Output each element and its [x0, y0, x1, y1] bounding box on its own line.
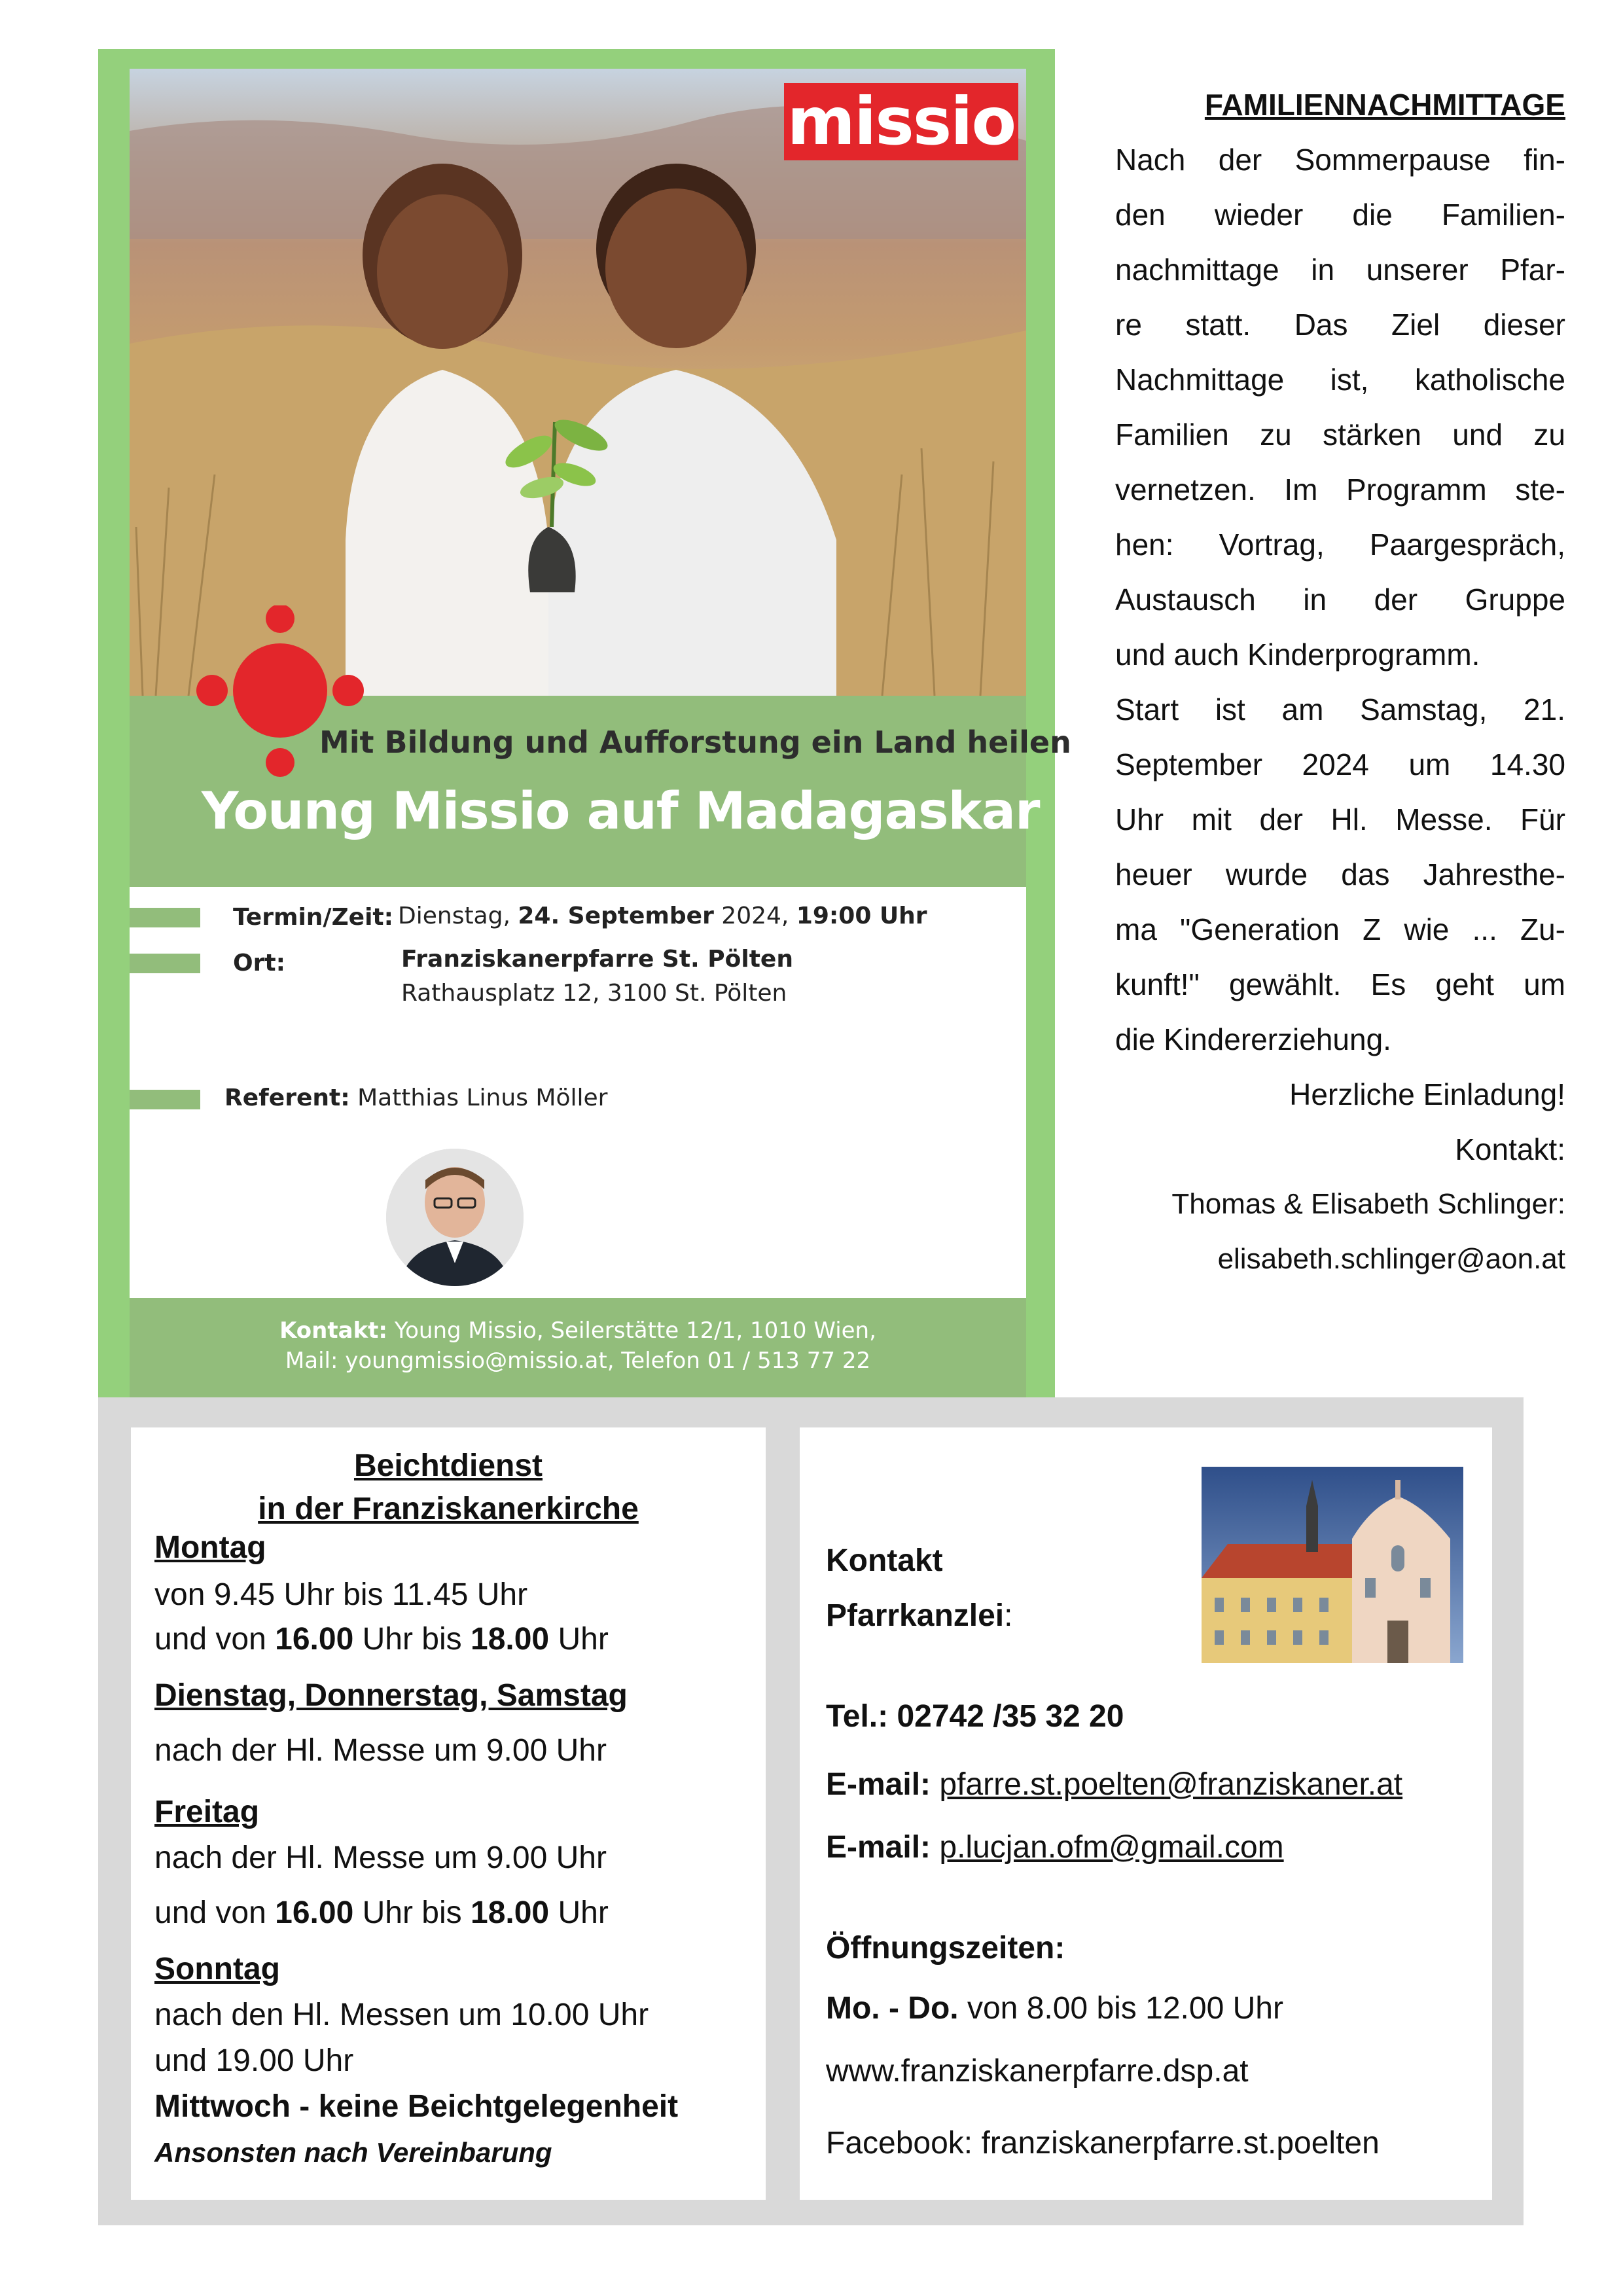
article-line: Start ist am Samstag, 21.: [1115, 692, 1565, 726]
poster-headline: Young Missio auf Madagaskar: [202, 782, 1040, 841]
email-link-2[interactable]: p.lucjan.ofm@gmail.com: [939, 1830, 1284, 1865]
day-heading-dienstag-donnerstag-samstag: Dienstag, Donnerstag, Samstag: [154, 1678, 628, 1713]
article-line: September 2024 um 14.30: [1115, 747, 1565, 781]
article-line: nachmittage in unserer Pfar-: [1115, 253, 1565, 287]
article-line: Nach der Sommerpause fin-: [1115, 143, 1565, 177]
ort-name: Franziskanerpfarre St. Pölten: [401, 946, 793, 973]
phone-number[interactable]: Tel.: 02742 /35 32 20: [826, 1699, 1124, 1734]
ort-label: Ort:: [233, 950, 285, 977]
article-line: re statt. Das Ziel dieser: [1115, 308, 1565, 342]
day-heading-freitag: Freitag: [154, 1795, 260, 1829]
schedule-line: und von 16.00 Uhr bis 18.00 Uhr: [154, 1622, 609, 1657]
pfarrkanzlei-box: [800, 1427, 1492, 2200]
email-line-1: E-mail: pfarre.st.poelten@franziskaner.at: [826, 1767, 1403, 1802]
termin-value: Dienstag, 24. September 2024, 19:00 Uhr: [398, 903, 927, 929]
appointment-note: Ansonsten nach Vereinbarung: [154, 2137, 552, 2168]
invitation-text: Herzliche Einladung!: [1289, 1077, 1565, 1111]
poster-contact-band: [130, 1298, 1026, 1397]
kontakt-heading: Kontakt: [826, 1543, 943, 1578]
church-photo: [1202, 1467, 1463, 1663]
opening-hours: Mo. - Do. von 8.00 bis 12.00 Uhr: [826, 1991, 1283, 2026]
article-line: den wieder die Familien-: [1115, 198, 1565, 232]
schedule-line: nach den Hl. Messen um 10.00 Uhr: [154, 1998, 649, 2032]
info-section: [98, 1397, 1524, 2225]
contact-label: Kontakt:: [1455, 1132, 1565, 1166]
poster-content: [130, 69, 1071, 1397]
article-line: und auch Kinderprogramm.: [1115, 637, 1480, 672]
missio-logo: missio: [784, 83, 1018, 160]
event-poster: [98, 49, 1071, 1397]
website[interactable]: www.franziskanerpfarre.dsp.at: [826, 2054, 1249, 2089]
article-title: FAMILIENNACHMITTAGE: [1204, 88, 1565, 122]
beichtdienst-title: Beichtdienst: [353, 1448, 543, 1483]
article-line: ma "Generation Z wie ... Zu-: [1115, 912, 1565, 946]
day-heading-sonntag: Sonntag: [154, 1952, 280, 1986]
article-line: vernetzen. Im Programm ste-: [1115, 473, 1565, 507]
termin-label: Termin/Zeit:: [233, 904, 394, 931]
familiennachmittage-article: [1115, 77, 1565, 1287]
schedule-line: nach der Hl. Messe um 9.00 Uhr: [154, 1733, 607, 1768]
article-line: kunft!" gewählt. Es geht um: [1115, 967, 1565, 1001]
email-link-1[interactable]: pfarre.st.poelten@franziskaner.at: [939, 1767, 1403, 1802]
day-heading-montag: Montag: [154, 1530, 266, 1565]
schedule-line: und 19.00 Uhr: [154, 2043, 354, 2078]
ort-address: Rathausplatz 12, 3100 St. Pölten: [401, 980, 787, 1007]
article-line: hen: Vortrag, Paargespräch,: [1115, 528, 1565, 562]
beichtdienst-subtitle: in der Franziskanerkirche: [258, 1492, 639, 1526]
article-line: Uhr mit der Hl. Messe. Für: [1115, 802, 1565, 836]
poster-contact-line-1: Kontakt: Young Missio, Seilerstätte 12/1, 1010 Wien,: [279, 1318, 876, 1344]
schedule-line: und von 16.00 Uhr bis 18.00 Uhr: [154, 1895, 609, 1930]
accent-bar: [130, 954, 200, 973]
poster-subtitle: Mit Bildung und Aufforstung ein Land heilen: [319, 725, 1071, 760]
pfarrkanzlei-heading: Pfarrkanzlei:: [826, 1598, 1013, 1633]
article-line: die Kindererziehung.: [1115, 1022, 1391, 1056]
poster-contact-line-2: Mail: youngmissio@missio.at, Telefon 01 / 513 77 22: [285, 1348, 871, 1374]
facebook[interactable]: Facebook: franziskanerpfarre.st.poelten: [826, 2126, 1380, 2161]
beichtdienst-box: [131, 1427, 766, 2200]
accent-bar: [130, 1090, 200, 1109]
accent-bar: [130, 908, 200, 927]
referent-avatar: [386, 1149, 524, 1286]
email-line-2: E-mail: p.lucjan.ofm@gmail.com: [826, 1830, 1284, 1865]
contact-name: Thomas & Elisabeth Schlinger:: [1171, 1188, 1565, 1220]
children-planting-photo: [130, 69, 1026, 696]
article-line: Familien zu stärken und zu: [1115, 418, 1565, 452]
schedule-line: nach der Hl. Messe um 9.00 Uhr: [154, 1840, 607, 1875]
article-line: Nachmittage ist, katholische: [1115, 363, 1565, 397]
contact-email[interactable]: elisabeth.schlinger@aon.at: [1217, 1243, 1565, 1275]
referent: Referent: Matthias Linus Möller: [224, 1085, 608, 1111]
article-line: heuer wurde das Jahresthe-: [1115, 857, 1565, 891]
mittwoch-note: Mittwoch - keine Beichtgelegenheit: [154, 2089, 679, 2124]
schedule-line: von 9.45 Uhr bis 11.45 Uhr: [154, 1577, 528, 1612]
opening-hours-heading: Öffnungszeiten:: [826, 1931, 1065, 1965]
article-line: Austausch in der Gruppe: [1115, 583, 1565, 617]
